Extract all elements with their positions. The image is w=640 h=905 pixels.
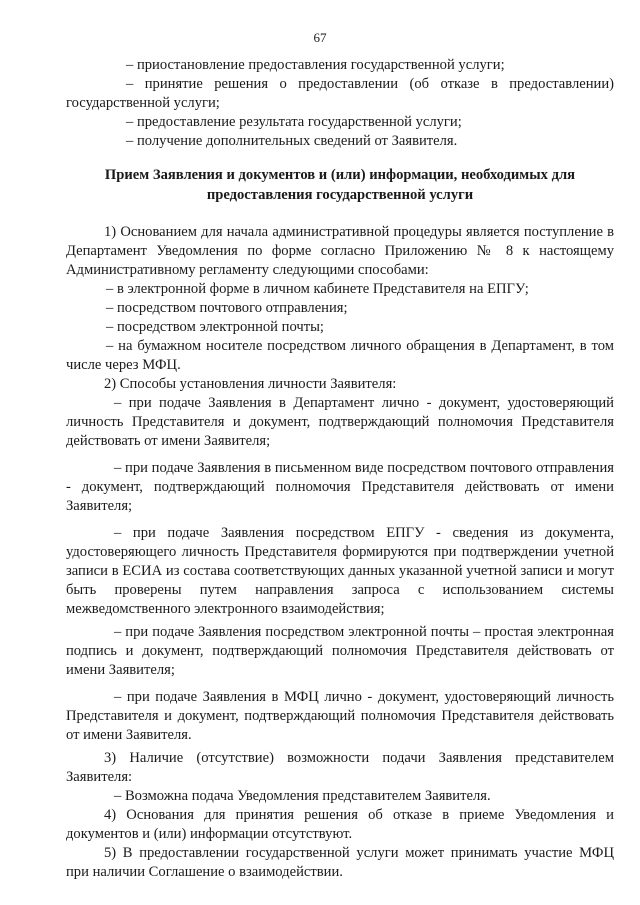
page-number: 67 — [313, 30, 327, 45]
paragraph-1: 1) Основанием для начала административной процедуры является поступление в Департамент Уведомления по форме согласно Приложению № 8 к настоящему Административному регламенту следующими способами: — [66, 224, 614, 278]
list-item: – приостановление предоставления государственной услуги; — [126, 57, 505, 73]
list-item: – посредством электронной почты; — [106, 319, 324, 335]
list-item: – получение дополнительных сведений от Заявителя. — [126, 133, 458, 149]
paragraph-4: 4) Основания для принятия решения об отказе в приеме Уведомления и документов и (или) информации отсутствуют. — [66, 807, 614, 842]
list-item: – предоставление результата государственной услуги; — [126, 114, 462, 130]
list-item: – Возможна подача Уведомления представителем Заявителя. — [114, 788, 491, 804]
list-item: – при подаче Заявления в письменном виде посредством почтового отправления - документ, подтверждающий полномочия Представителя действовать от имени Заявителя; — [66, 460, 614, 514]
list-item: – в электронной форме в личном кабинете Представителя на ЕПГУ; — [106, 281, 529, 297]
list-item: – принятие решения о предоставлении (об отказе в предоставлении) государственной услуги; — [66, 76, 614, 111]
paragraph-5: 5) В предоставлении государственной услуги может принимать участие МФЦ при наличии Соглашение о взаимодействии. — [66, 845, 614, 880]
list-item: – при подаче Заявления в МФЦ лично - документ, удостоверяющий личность Представителя и документ, подтверждающий полномочия Представителя действовать от имени Заявителя. — [66, 689, 614, 743]
document-body — [66, 56, 614, 882]
list-item: – на бумажном носителе посредством личного обращения в Департамент, в том числе через МФЦ. — [66, 338, 614, 373]
list-item: – при подаче Заявления посредством электронной почты – простая электронная подпись и документ, подтверждающий полномочия Представителя действовать от имени Заявителя; — [66, 624, 614, 678]
section-heading: Прием Заявления и документов и (или) информации, необходимых для предоставления государственной услуги — [104, 167, 576, 203]
paragraph-3: 3) Наличие (отсутствие) возможности подачи Заявления представителем Заявителя: — [66, 750, 614, 785]
list-item: – при подаче Заявления в Департамент лично - документ, удостоверяющий личность Представителя и документ, подтверждающий полномочия Представителя действовать от имени Заявителя; — [66, 395, 614, 449]
list-item: – посредством почтового отправления; — [106, 300, 348, 316]
list-item: – при подаче Заявления посредством ЕПГУ - сведения из документа, удостоверяющего личность Представителя формируются при подтверждении учетной записи в ЕСИА из состава соответствующих данных указанной учетной записи и могут быть проверены путем направления запроса с использованием системы межведомственного электронного взаимодействия; — [66, 525, 614, 617]
paragraph-2: 2) Способы установления личности Заявителя: — [104, 376, 397, 392]
